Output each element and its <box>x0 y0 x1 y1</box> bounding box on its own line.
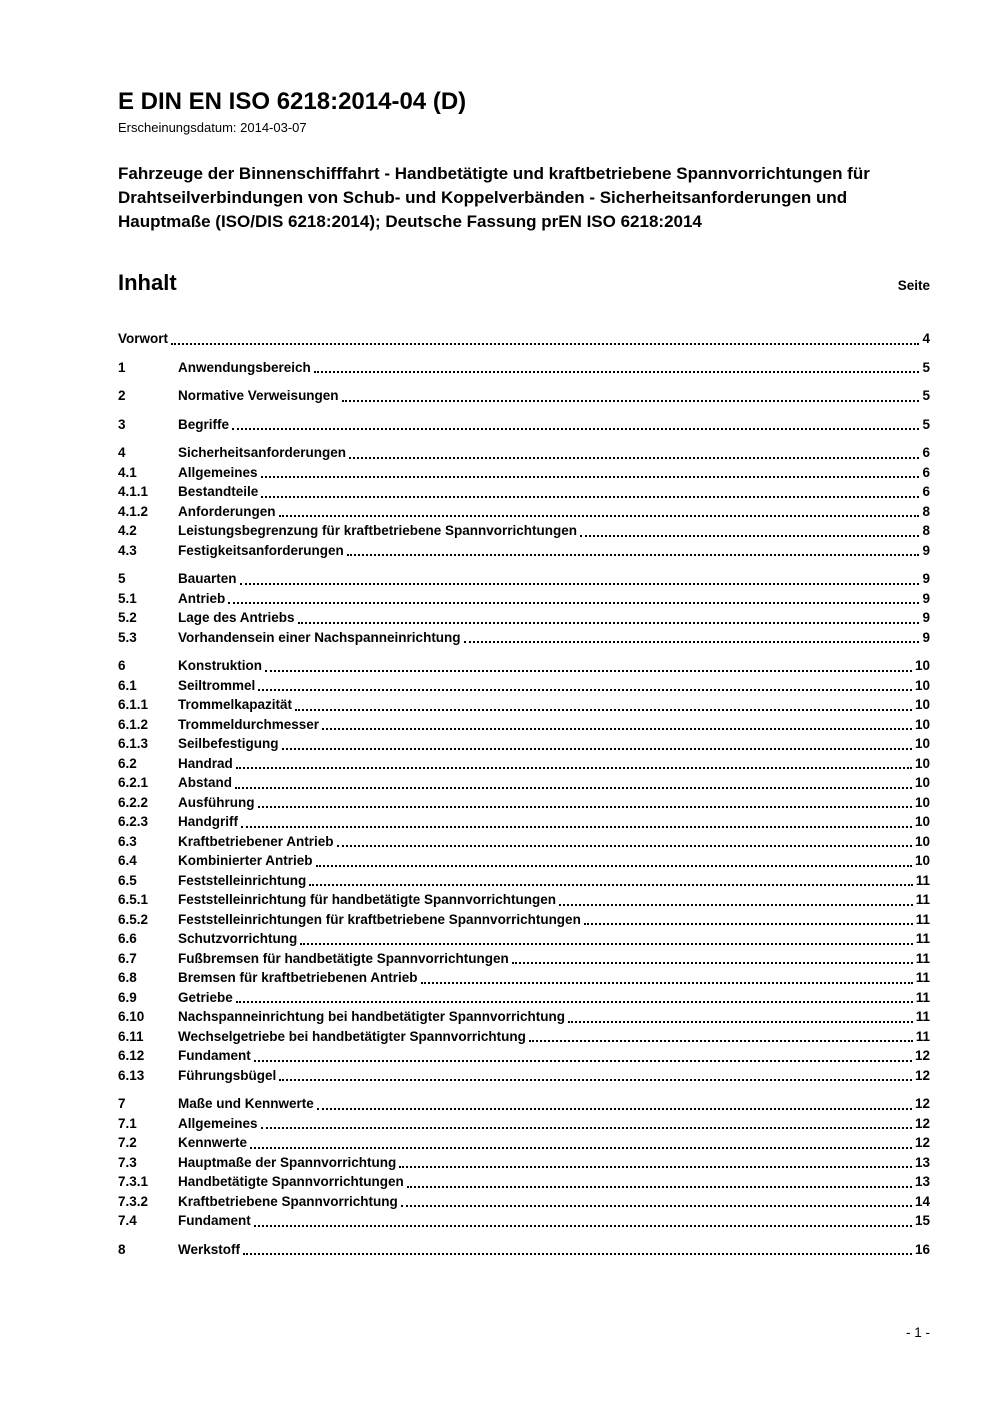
toc-entry-page: 10 <box>914 736 930 751</box>
toc-entry-number: 7.3.1 <box>118 1174 149 1189</box>
toc-entry-page: 9 <box>922 629 930 645</box>
toc-entry-page: 12 <box>914 1115 930 1131</box>
toc-entry-title: Getriebe <box>178 989 233 1005</box>
toc-entry <box>118 1192 930 1212</box>
toc-entry-page: 4 <box>922 331 930 346</box>
toc-entry-title: Handbetätigte Spannvorrichtungen <box>178 1174 404 1189</box>
toc-entry-number: 6.5 <box>118 872 137 888</box>
toc-entry-number: 1 <box>118 359 126 375</box>
toc-entry-number: 6 <box>118 658 126 673</box>
toc-entry-title: Seilbefestigung <box>178 736 279 751</box>
toc-entry <box>118 463 930 483</box>
toc-leader-dots <box>349 457 919 459</box>
toc-leader-dots <box>171 343 919 345</box>
toc-entry <box>118 929 930 949</box>
toc-entry-number: 4.2 <box>118 523 137 538</box>
toc-leader-dots <box>282 748 912 750</box>
toc-entry-number: 4.1.1 <box>118 484 149 499</box>
toc-entry-title: Nachspanneinrichtung bei handbetätigter Spannvorrichtung <box>178 1009 566 1024</box>
toc-entry-number: 6.6 <box>118 931 137 946</box>
toc-entry-page: 10 <box>914 775 930 790</box>
toc-entry-page: 10 <box>914 794 930 810</box>
toc-leader-dots <box>254 1060 912 1062</box>
toc-leader-dots <box>529 1040 913 1042</box>
toc-entry-title: Feststelleinrichtung <box>178 872 307 888</box>
toc-entry-page: 6 <box>922 445 930 460</box>
toc-entry-page: 9 <box>922 571 930 586</box>
toc-entry <box>118 569 930 589</box>
toc-leader-dots <box>265 670 912 672</box>
toc-entry-number: 4.1.2 <box>118 503 149 519</box>
toc-entry-title: Ausführung <box>178 794 255 810</box>
toc-leader-dots <box>407 1186 912 1188</box>
toc-leader-dots <box>258 689 912 691</box>
toc-entry-page: 11 <box>915 911 930 927</box>
toc-entry-title: Anforderungen <box>178 503 276 519</box>
toc-leader-dots <box>322 728 912 730</box>
toc-entry-title: Sicherheitsanforderungen <box>178 445 347 460</box>
toc-entry-page: 10 <box>914 853 930 868</box>
toc-list <box>118 329 930 1259</box>
toc-leader-dots <box>279 515 920 517</box>
toc-leader-dots <box>314 371 920 373</box>
toc-leader-dots <box>235 787 912 789</box>
toc-entry <box>118 1211 930 1231</box>
toc-entry-title: Hauptmaße der Spannvorrichtung <box>178 1154 397 1170</box>
toc-entry-page: 10 <box>914 658 930 673</box>
toc-entry-number: 6.2.3 <box>118 814 149 829</box>
toc-entry <box>118 656 930 676</box>
toc-entry-page: 8 <box>922 523 930 538</box>
toc-leader-dots <box>232 428 919 430</box>
toc-leader-dots <box>580 535 919 537</box>
toc-entry <box>118 1114 930 1134</box>
toc-entry-page: 11 <box>915 1028 930 1044</box>
toc-entry-title: Seiltrommel <box>178 677 256 693</box>
toc-entry <box>118 793 930 813</box>
toc-entry-page: 12 <box>914 1067 930 1083</box>
toc-leader-dots <box>254 1225 912 1227</box>
toc-entry-title: Maße und Kennwerte <box>178 1096 314 1111</box>
toc-entry-number: 6.2.1 <box>118 775 149 790</box>
toc-entry <box>118 443 930 463</box>
toc-leader-dots <box>300 943 912 945</box>
toc-leader-dots <box>559 904 913 906</box>
toc-entry-number: 6.9 <box>118 989 137 1005</box>
toc-entry <box>118 541 930 561</box>
page-number-footer: - 1 - <box>905 1325 930 1340</box>
toc-entry-title: Bremsen für kraftbetriebenen Antrieb <box>178 970 418 985</box>
toc-entry-title: Abstand <box>178 775 232 790</box>
toc-entry-title: Normative Verweisungen <box>178 388 339 403</box>
toc-entry-title: Werkstoff <box>178 1241 241 1257</box>
toc-leader-dots <box>401 1205 912 1207</box>
toc-entry-page: 12 <box>914 1096 930 1111</box>
toc-entry-page: 5 <box>922 416 930 432</box>
toc-leader-dots <box>342 400 920 402</box>
toc-entry <box>118 521 930 541</box>
toc-leader-dots <box>261 1127 912 1129</box>
toc-entry-page: 11 <box>915 892 930 907</box>
toc-entry-title: Allgemeines <box>178 1115 258 1131</box>
toc-entry <box>118 890 930 910</box>
toc-entry <box>118 695 930 715</box>
toc-entry <box>118 734 930 754</box>
toc-entry <box>118 1066 930 1086</box>
toc-entry-number: 7.3.2 <box>118 1193 149 1209</box>
toc-entry-page: 10 <box>914 697 930 712</box>
toc-entry <box>118 608 930 628</box>
toc-leader-dots <box>295 709 912 711</box>
toc-leader-dots <box>317 1108 912 1110</box>
toc-entry <box>118 715 930 735</box>
toc-entry <box>118 754 930 774</box>
toc-entry-title: Kombinierter Antrieb <box>178 853 313 868</box>
toc-entry-number: 6.10 <box>118 1009 145 1024</box>
toc-leader-dots <box>584 923 913 925</box>
toc-entry-title: Begriffe <box>178 416 230 432</box>
toc-entry-title: Handrad <box>178 755 233 771</box>
toc-entry <box>118 589 930 609</box>
toc-leader-dots <box>464 641 920 643</box>
toc-entry-page: 12 <box>914 1135 930 1150</box>
toc-entry-page: 10 <box>914 814 930 829</box>
toc-entry-page: 5 <box>922 388 930 403</box>
toc-entry-page: 9 <box>922 590 930 606</box>
toc-leader-dots <box>309 884 912 886</box>
toc-entry <box>118 832 930 852</box>
toc-entry-page: 12 <box>914 1048 930 1063</box>
toc-entry-title: Kraftbetriebener Antrieb <box>178 833 334 849</box>
toc-entry-title: Bauarten <box>178 571 237 586</box>
toc-leader-dots <box>241 826 912 828</box>
toc-leader-dots <box>399 1166 912 1168</box>
toc-entry-title: Vorhandensein einer Nachspanneinrichtung <box>178 629 461 645</box>
toc-entry-title: Schutzvorrichtung <box>178 931 298 946</box>
toc-entry-title: Handgriff <box>178 814 238 829</box>
publish-date: Erscheinungsdatum: 2014-03-07 <box>118 120 307 135</box>
toc-entry-page: 5 <box>922 359 930 375</box>
toc-entry-title: Trommeldurchmesser <box>178 716 320 732</box>
toc-entry-title: Kraftbetriebene Spannvorrichtung <box>178 1193 398 1209</box>
toc-entry-number: 6.1.1 <box>118 697 149 712</box>
toc-entry-page: 11 <box>915 931 930 946</box>
toc-entry-number: 4 <box>118 445 126 460</box>
toc-leader-dots <box>512 962 913 964</box>
toc-entry-page: 9 <box>922 610 930 625</box>
toc-entry-title: Fußbremsen für handbetätigte Spannvorrichtungen <box>178 950 509 966</box>
toc-leader-dots <box>240 583 920 585</box>
toc-entry <box>118 1027 930 1047</box>
toc-entry-title: Bestandteile <box>178 484 259 499</box>
toc-entry <box>118 628 930 648</box>
toc-entry-page: 11 <box>915 872 930 888</box>
toc-entry <box>118 502 930 522</box>
toc-entry-number: 6.1.3 <box>118 736 149 751</box>
toc-entry <box>118 386 930 406</box>
toc-entry-page: 10 <box>914 677 930 693</box>
toc-entry-page: 11 <box>915 970 930 985</box>
toc-entry-number: 6.5.2 <box>118 911 149 927</box>
document-title: Fahrzeuge der Binnenschifffahrt - Handbetätigte und kraftbetriebene Spannvorrichtungen für Drahtseilverbindungen von Schub- und Koppelverbänden - Sicherheitsanforderungen und Hauptmaße (ISO/DIS 6218:2014); Deutsche Fassung prEN ISO 6218:2014 <box>118 164 870 231</box>
toc-leader-dots <box>337 845 912 847</box>
toc-leader-dots <box>421 982 913 984</box>
toc-leader-dots <box>228 602 919 604</box>
toc-entry-page: 8 <box>922 503 930 519</box>
toc-leader-dots <box>236 1001 913 1003</box>
toc-leader-dots <box>243 1253 912 1255</box>
toc-entry-number: 4.1 <box>118 464 137 480</box>
toc-entry-number: 6.1.2 <box>118 716 149 732</box>
toc-entry <box>118 1007 930 1027</box>
toc-entry <box>118 851 930 871</box>
toc-entry-number: 4.3 <box>118 542 137 558</box>
toc-leader-dots <box>250 1147 912 1149</box>
toc-entry-page: 13 <box>914 1174 930 1189</box>
document-id-heading: E DIN EN ISO 6218:2014-04 (D) <box>118 88 467 115</box>
toc-entry-title: Festigkeitsanforderungen <box>178 542 344 558</box>
toc-entry-number: 7.1 <box>118 1115 137 1131</box>
toc-entry-title: Anwendungsbereich <box>178 359 311 375</box>
toc-leader-dots <box>261 476 920 478</box>
toc-entry-number: 7.4 <box>118 1213 137 1228</box>
toc-entry-page: 11 <box>915 950 930 966</box>
toc-entry-title: Lage des Antriebs <box>178 610 295 625</box>
toc-leader-dots <box>236 767 912 769</box>
toc-entry-title: Feststelleinrichtung für handbetätigte Spannvorrichtungen <box>178 892 557 907</box>
toc-entry <box>118 358 930 378</box>
toc-entry <box>118 812 930 832</box>
toc-leader-dots <box>568 1021 913 1023</box>
toc-entry-title: Fundament <box>178 1048 251 1063</box>
toc-entry <box>118 871 930 891</box>
toc-entry-page: 15 <box>914 1213 930 1228</box>
toc-leader-dots <box>298 622 920 624</box>
toc-entry <box>118 1153 930 1173</box>
toc-entry-title: Führungsbügel <box>178 1067 277 1083</box>
toc-header <box>118 270 930 296</box>
toc-entry-number: 6.7 <box>118 950 137 966</box>
toc-entry-page: 10 <box>914 833 930 849</box>
toc-entry-number: 6.8 <box>118 970 137 985</box>
toc-entry-number: 7.3 <box>118 1154 137 1170</box>
toc-entry <box>118 1133 930 1153</box>
toc-entry-page: 9 <box>922 542 930 558</box>
toc-entry-number: 5.3 <box>118 629 137 645</box>
toc-entry-number: 5.2 <box>118 610 137 625</box>
toc-entry-number: 7 <box>118 1096 126 1111</box>
toc-entry-number: 6.5.1 <box>118 892 149 907</box>
toc-entry-number: 3 <box>118 416 126 432</box>
toc-entry-title: Vorwort <box>118 331 168 346</box>
toc-entry-title: Kennwerte <box>178 1135 248 1150</box>
toc-leader-dots <box>258 806 912 808</box>
toc-entry-title: Allgemeines <box>178 464 258 480</box>
toc-leader-dots <box>279 1079 912 1081</box>
toc-entry-page: 11 <box>915 1009 930 1024</box>
toc-entry-title: Feststelleinrichtungen für kraftbetriebene Spannvorrichtungen <box>178 911 581 927</box>
toc-entry <box>118 1094 930 1114</box>
toc-entry-title: Fundament <box>178 1213 251 1228</box>
toc-entry-title: Trommelkapazität <box>178 697 293 712</box>
toc-entry <box>118 968 930 988</box>
toc-entry <box>118 1172 930 1192</box>
toc-entry-page: 10 <box>914 755 930 771</box>
toc-page-column-label: Seite <box>897 278 930 293</box>
toc-entry <box>118 773 930 793</box>
toc-entry-page: 11 <box>915 989 930 1005</box>
toc-entry <box>118 415 930 435</box>
toc-entry <box>118 1240 930 1260</box>
toc-entry <box>118 988 930 1008</box>
toc-entry <box>118 1046 930 1066</box>
toc-heading: Inhalt <box>118 270 177 295</box>
toc-entry-number: 6.13 <box>118 1067 145 1083</box>
toc-entry-page: 14 <box>914 1193 930 1209</box>
toc-leader-dots <box>347 554 920 556</box>
toc-entry-number: 7.2 <box>118 1135 137 1150</box>
toc-leader-dots <box>316 865 912 867</box>
toc-entry <box>118 482 930 502</box>
toc-entry-number: 6.2 <box>118 755 137 771</box>
toc-entry-number: 6.11 <box>118 1028 144 1044</box>
toc-entry <box>118 329 930 349</box>
toc-entry-number: 6.12 <box>118 1048 145 1063</box>
toc-entry-page: 10 <box>914 716 930 732</box>
toc-entry <box>118 949 930 969</box>
toc-entry-page: 16 <box>914 1241 930 1257</box>
toc-entry-title: Wechselgetriebe bei handbetätigter Spannvorrichtung <box>178 1028 526 1044</box>
toc-entry-number: 5.1 <box>118 590 137 606</box>
toc-entry <box>118 676 930 696</box>
toc-entry-number: 6.3 <box>118 833 137 849</box>
toc-entry-number: 8 <box>118 1241 126 1257</box>
toc-entry-page: 6 <box>922 464 930 480</box>
toc-entry-title: Konstruktion <box>178 658 262 673</box>
toc-entry-number: 6.4 <box>118 853 137 868</box>
toc-entry-number: 2 <box>118 388 126 403</box>
toc-entry-number: 6.2.2 <box>118 794 149 810</box>
toc-entry-page: 13 <box>914 1154 930 1170</box>
toc-leader-dots <box>261 496 919 498</box>
toc-entry-number: 5 <box>118 571 126 586</box>
toc-entry-page: 6 <box>922 484 930 499</box>
toc-entry-title: Antrieb <box>178 590 226 606</box>
toc-entry-title: Leistungsbegrenzung für kraftbetriebene Spannvorrichtungen <box>178 523 578 538</box>
toc-entry <box>118 910 930 930</box>
toc-entry-number: 6.1 <box>118 677 137 693</box>
